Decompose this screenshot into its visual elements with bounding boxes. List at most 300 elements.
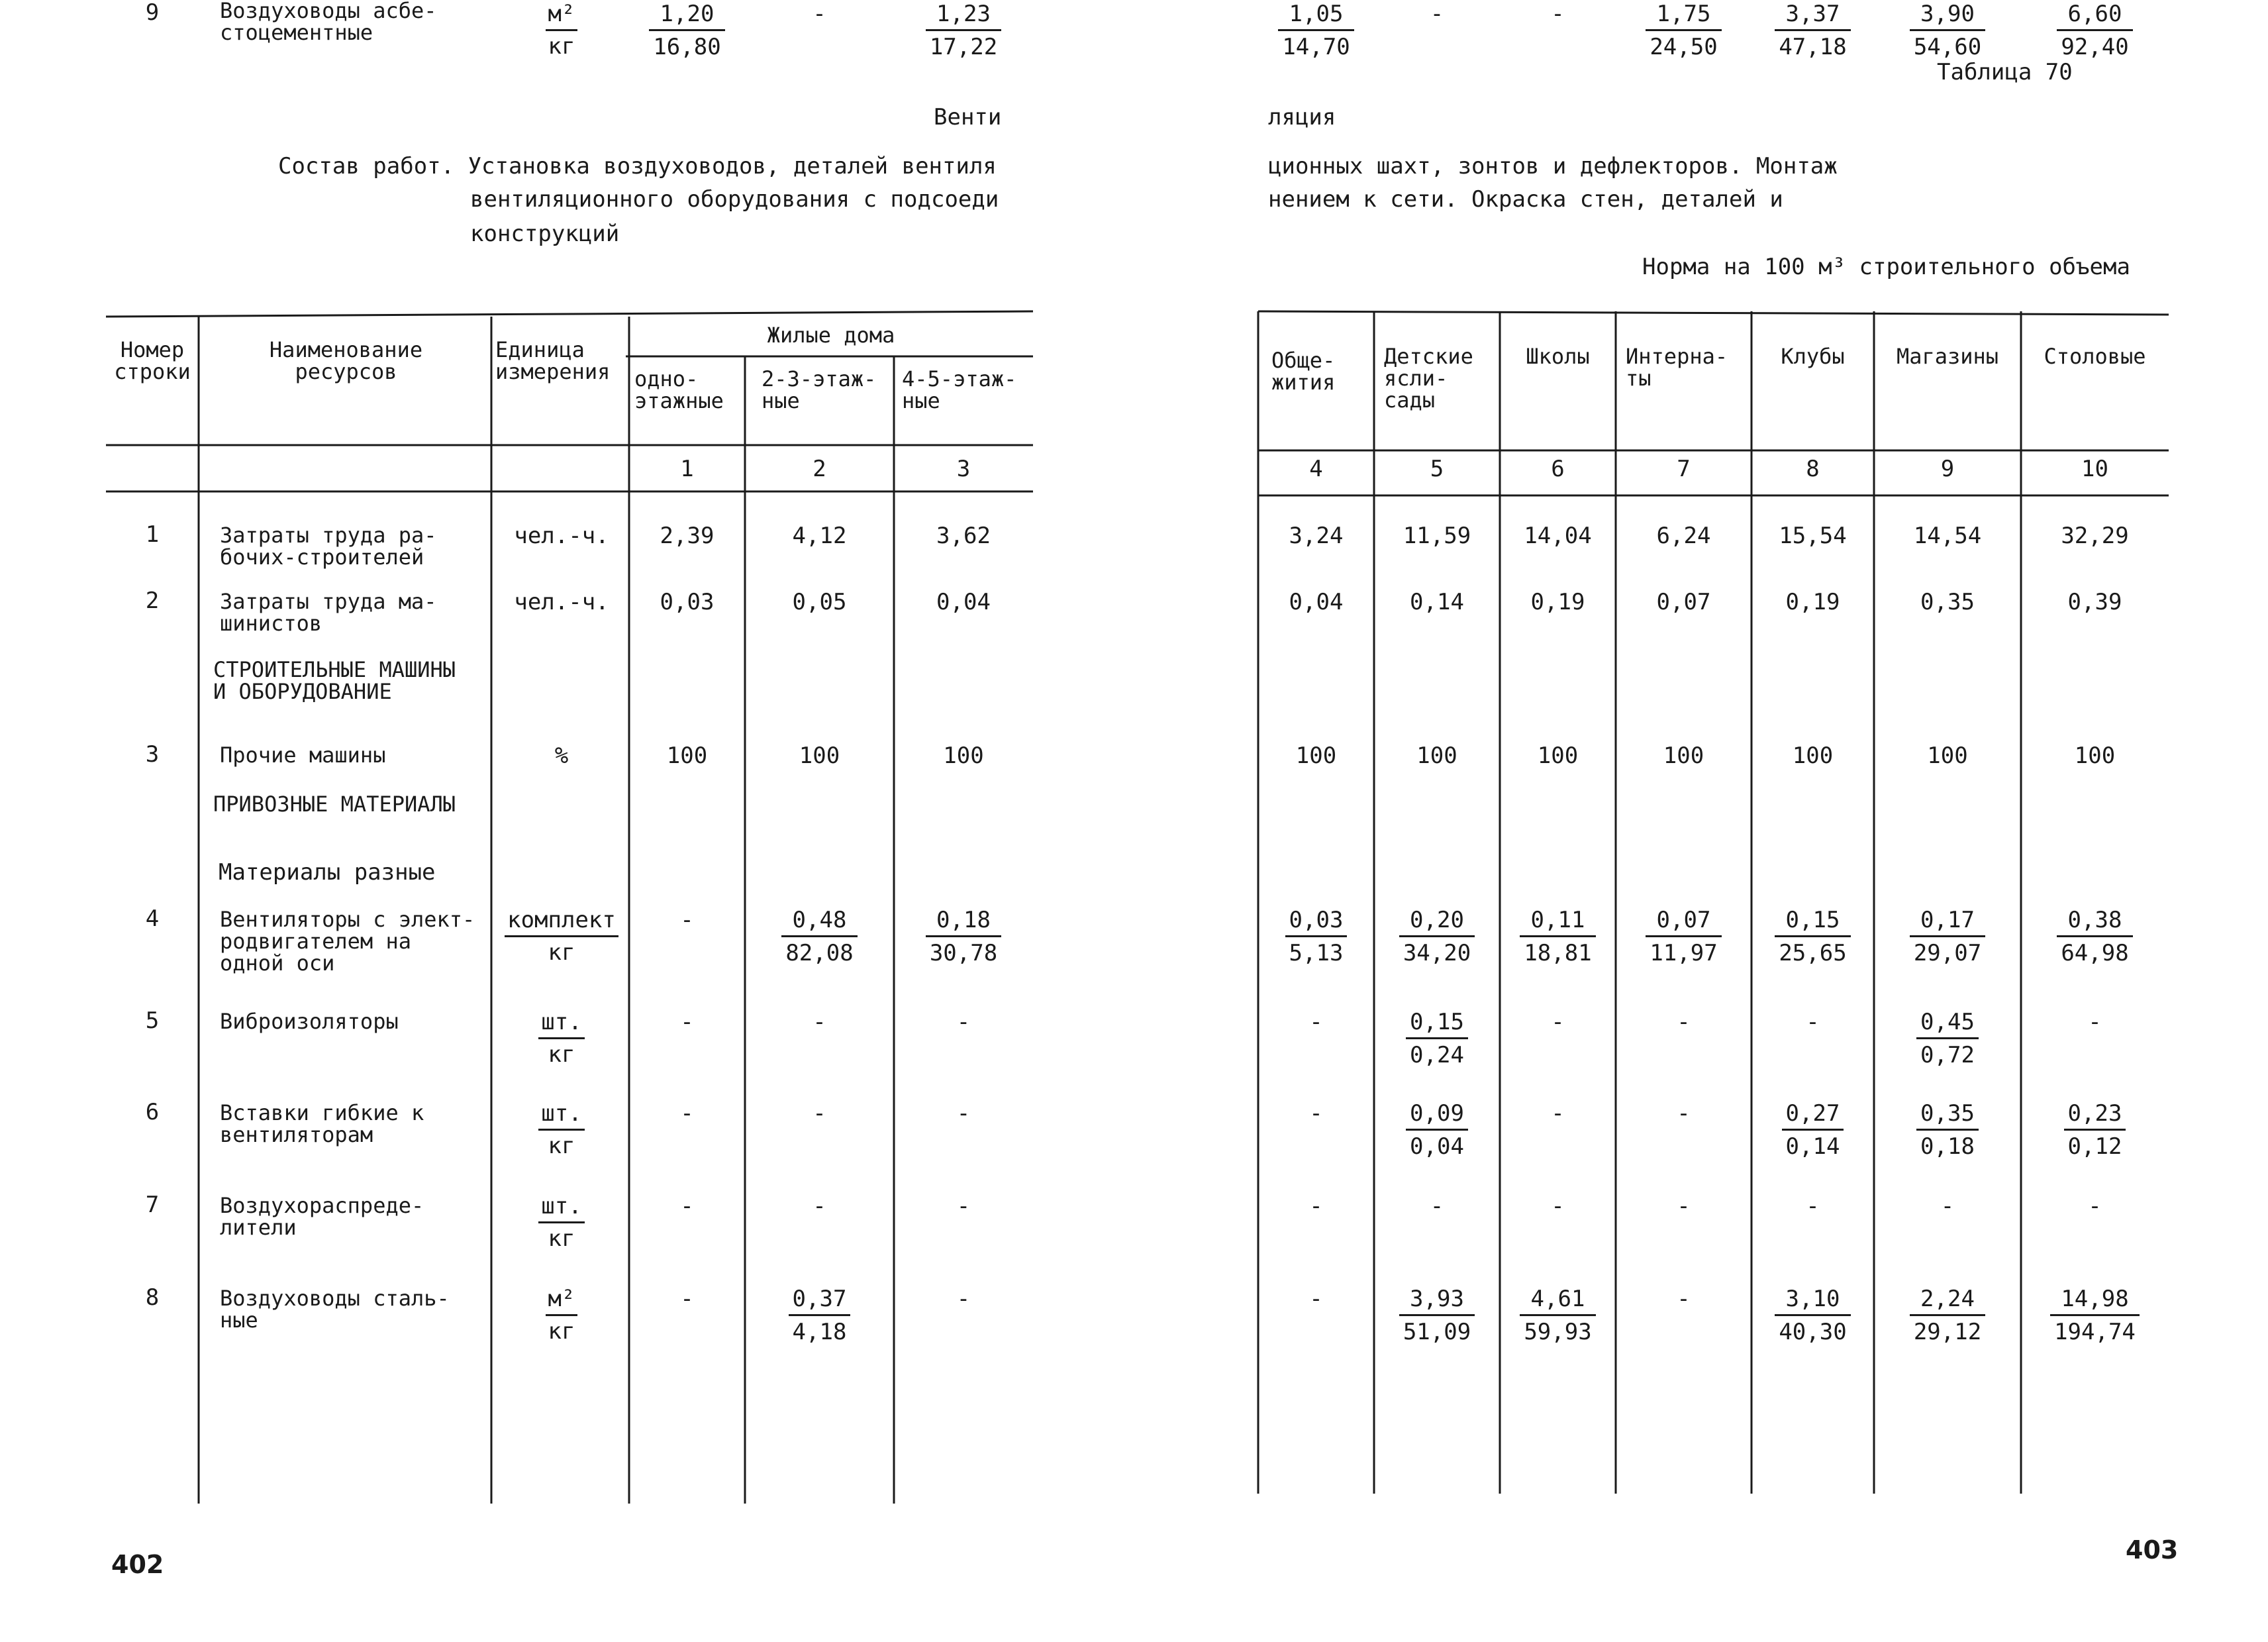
value-text: - bbox=[956, 1100, 971, 1127]
value-cell bbox=[1616, 906, 1751, 968]
unit-text: кг bbox=[548, 1133, 575, 1159]
unit-text: чел.-ч. bbox=[514, 589, 609, 615]
fraction-value bbox=[1520, 906, 1595, 968]
resource-name-line: Затраты труда ра- bbox=[220, 523, 437, 548]
value-cell bbox=[629, 1008, 745, 1036]
value-cell bbox=[1616, 1285, 1751, 1313]
numerator: 14,98 bbox=[2050, 1285, 2140, 1316]
numerator: 4,61 bbox=[1520, 1285, 1595, 1316]
value-cell bbox=[1258, 1100, 1374, 1127]
value-cell bbox=[894, 522, 1033, 550]
header-residential: Жилые дома bbox=[767, 323, 895, 348]
value-cell bbox=[1616, 1100, 1751, 1127]
value-text: - bbox=[1806, 1009, 1820, 1035]
value-cell bbox=[745, 0, 894, 28]
row-number: 3 bbox=[145, 741, 160, 768]
unit-cell bbox=[495, 522, 628, 550]
fraction-value bbox=[781, 906, 857, 968]
numerator: 3,10 bbox=[1775, 1285, 1850, 1316]
value-text: 100 bbox=[799, 743, 840, 769]
column-number: 1 bbox=[680, 456, 694, 482]
resource-name bbox=[220, 1288, 450, 1331]
value-text: - bbox=[1677, 1009, 1691, 1035]
resource-name-line: Воздухораспреде- bbox=[220, 1193, 424, 1218]
value-cell bbox=[1374, 742, 1500, 770]
value-cell bbox=[1258, 0, 1374, 62]
value-cell bbox=[894, 1100, 1033, 1127]
value-cell bbox=[629, 588, 745, 616]
value-cell bbox=[1616, 0, 1751, 62]
value-cell bbox=[1874, 522, 2021, 550]
composition-right-line-1: ционных шахт, зонтов и дефлекторов. Монтаж bbox=[1268, 153, 1838, 180]
value-text: - bbox=[1940, 1193, 1955, 1219]
value-cell bbox=[1751, 906, 1874, 968]
denominator: 194,74 bbox=[2054, 1319, 2136, 1345]
value-cell bbox=[2021, 588, 2169, 616]
composition-right-line-2: нением к сети. Окраска стен, деталей и bbox=[1268, 186, 1783, 213]
page-number-right: 403 bbox=[2126, 1535, 2179, 1565]
value-cell bbox=[1751, 1285, 1874, 1347]
value-cell bbox=[745, 1192, 894, 1220]
value-text: 100 bbox=[1416, 743, 1457, 769]
value-text: 0,39 bbox=[2067, 589, 2122, 615]
numerator: 0,17 bbox=[1910, 906, 1985, 937]
unit-text: комплект bbox=[505, 906, 618, 937]
numerator: 0,15 bbox=[1775, 906, 1850, 937]
resource-name-line: родвигателем на bbox=[220, 929, 411, 954]
denominator: 14,70 bbox=[1282, 34, 1350, 60]
unit-text: м² bbox=[546, 1285, 578, 1316]
title-right: ляция bbox=[1268, 104, 1336, 130]
value-cell bbox=[894, 588, 1033, 616]
value-text: 32,29 bbox=[2061, 523, 2129, 549]
value-cell bbox=[2021, 1008, 2169, 1036]
value-cell bbox=[629, 0, 745, 62]
section-heading bbox=[213, 794, 456, 815]
fraction-value bbox=[1910, 1285, 1985, 1347]
value-cell bbox=[1616, 1192, 1751, 1220]
numerator: 0,37 bbox=[789, 1285, 851, 1316]
value-cell bbox=[1500, 522, 1616, 550]
value-cell bbox=[629, 1192, 745, 1220]
value-cell bbox=[1874, 0, 2021, 62]
value-text: - bbox=[1806, 1193, 1820, 1219]
row-number: 9 bbox=[145, 0, 160, 26]
resource-name-line: вентиляторам bbox=[220, 1122, 373, 1147]
row-number: 1 bbox=[145, 521, 160, 548]
value-text: - bbox=[1551, 1100, 1565, 1127]
resource-name-line: Воздуховоды сталь- bbox=[220, 1286, 450, 1311]
resource-name-line: Вставки гибкие к bbox=[220, 1100, 424, 1125]
value-text: 11,59 bbox=[1403, 523, 1471, 549]
resource-name-line: Прочие машины bbox=[220, 743, 386, 768]
unit-cell bbox=[495, 1192, 628, 1253]
value-cell bbox=[2021, 1100, 2169, 1161]
fraction-value bbox=[1782, 1100, 1844, 1161]
fraction-value bbox=[1278, 0, 1354, 62]
title-left: Венти bbox=[934, 104, 1002, 130]
table-label: Таблица 70 bbox=[1937, 59, 2073, 85]
denominator: 0,24 bbox=[1410, 1042, 1464, 1068]
header-col-4: Обще- жития bbox=[1271, 348, 1336, 395]
denominator: 64,98 bbox=[2061, 940, 2129, 966]
numerator: 1,75 bbox=[1646, 0, 1721, 31]
denominator: 34,20 bbox=[1403, 940, 1471, 966]
composition-left-line-2: вентиляционного оборудования с подсоеди bbox=[470, 186, 999, 213]
value-text: 2,39 bbox=[660, 523, 715, 549]
value-cell bbox=[1500, 1100, 1616, 1127]
numerator: 0,20 bbox=[1399, 906, 1475, 937]
value-text: 14,04 bbox=[1524, 523, 1592, 549]
resource-name-line: Затраты труда ма- bbox=[220, 589, 437, 614]
value-cell bbox=[745, 742, 894, 770]
header-resource: Наименование ресурсов bbox=[269, 337, 423, 384]
unit-cell bbox=[495, 1008, 628, 1068]
numerator: 1,23 bbox=[926, 0, 1001, 31]
denominator: 0,18 bbox=[1920, 1133, 1975, 1160]
denominator: 18,81 bbox=[1524, 940, 1592, 966]
value-cell bbox=[745, 588, 894, 616]
numerator: 3,37 bbox=[1775, 0, 1850, 31]
resource-name-line: Вентиляторы с элект- bbox=[220, 907, 475, 932]
numerator: 3,90 bbox=[1910, 0, 1985, 31]
value-cell bbox=[745, 522, 894, 550]
fraction-value bbox=[1916, 1100, 1979, 1161]
value-cell bbox=[1500, 906, 1616, 968]
value-cell bbox=[1258, 906, 1374, 968]
value-text: - bbox=[1677, 1100, 1691, 1127]
numerator: 0,27 bbox=[1782, 1100, 1844, 1131]
value-text: - bbox=[1551, 1009, 1565, 1035]
value-cell bbox=[1500, 742, 1616, 770]
numerator: 0,03 bbox=[1285, 906, 1348, 937]
fraction-value bbox=[649, 0, 724, 62]
unit-cell bbox=[495, 588, 628, 616]
value-cell bbox=[1258, 742, 1374, 770]
value-text: 14,54 bbox=[1913, 523, 1982, 549]
value-cell bbox=[1374, 1008, 1500, 1070]
value-text: - bbox=[1677, 1286, 1691, 1312]
value-text: 3,62 bbox=[936, 523, 991, 549]
value-cell bbox=[1500, 588, 1616, 616]
section-heading-line: ПРИВОЗНЫЕ МАТЕРИАЛЫ bbox=[213, 792, 456, 817]
value-cell bbox=[1374, 522, 1500, 550]
value-cell bbox=[894, 1192, 1033, 1220]
value-cell bbox=[1258, 1285, 1374, 1313]
denominator: 92,40 bbox=[2061, 34, 2129, 60]
value-text: - bbox=[1309, 1286, 1323, 1312]
value-text: - bbox=[1551, 1193, 1565, 1219]
value-text: 0,04 bbox=[1289, 589, 1344, 615]
value-cell bbox=[1374, 1100, 1500, 1161]
value-cell bbox=[1751, 588, 1874, 616]
header-unit: Единица измерения bbox=[495, 337, 611, 384]
resource-name bbox=[220, 525, 437, 568]
denominator: 59,93 bbox=[1524, 1319, 1592, 1345]
denominator: 29,12 bbox=[1913, 1319, 1982, 1345]
resource-name-line: Воздуховоды асбе- bbox=[220, 0, 437, 23]
value-cell bbox=[894, 1285, 1033, 1313]
value-text: 100 bbox=[943, 743, 984, 769]
header-row-no: Номер строки bbox=[114, 337, 191, 384]
denominator: 17,22 bbox=[929, 34, 998, 60]
value-text: - bbox=[1430, 1, 1444, 27]
header-col-6: Школы bbox=[1526, 344, 1590, 369]
fraction-value bbox=[1910, 906, 1985, 968]
value-cell bbox=[745, 1285, 894, 1347]
fraction-value bbox=[1775, 906, 1850, 968]
value-text: - bbox=[956, 1286, 971, 1312]
value-text: - bbox=[1309, 1009, 1323, 1035]
value-text: - bbox=[2088, 1193, 2102, 1219]
value-cell bbox=[2021, 0, 2169, 62]
value-text: 15,54 bbox=[1779, 523, 1847, 549]
value-cell bbox=[1258, 1008, 1374, 1036]
value-cell bbox=[629, 522, 745, 550]
unit-text: шт. bbox=[538, 1100, 584, 1131]
value-text: - bbox=[956, 1193, 971, 1219]
unit-text: % bbox=[554, 743, 569, 769]
value-text: - bbox=[1430, 1193, 1444, 1219]
value-text: 100 bbox=[2074, 743, 2116, 769]
composition-left-line-3: конструкций bbox=[470, 221, 620, 247]
value-cell bbox=[1258, 522, 1374, 550]
value-text: 0,19 bbox=[1530, 589, 1585, 615]
value-cell bbox=[1751, 1192, 1874, 1220]
denominator: 5,13 bbox=[1289, 940, 1344, 966]
value-cell bbox=[894, 742, 1033, 770]
numerator: 0,35 bbox=[1916, 1100, 1979, 1131]
value-cell bbox=[1874, 1285, 2021, 1347]
value-text: - bbox=[2088, 1009, 2102, 1035]
denominator: 16,80 bbox=[653, 34, 721, 60]
denominator: 40,30 bbox=[1779, 1319, 1847, 1345]
fraction-value bbox=[1399, 1285, 1475, 1347]
value-cell bbox=[1751, 0, 1874, 62]
numerator: 1,05 bbox=[1278, 0, 1354, 31]
resource-name bbox=[220, 1195, 424, 1239]
value-cell bbox=[2021, 522, 2169, 550]
denominator: 0,14 bbox=[1785, 1133, 1840, 1160]
fraction-value bbox=[2050, 1285, 2140, 1347]
unit-text: кг bbox=[548, 1318, 575, 1345]
value-text: 100 bbox=[1663, 743, 1704, 769]
resource-name bbox=[220, 1102, 424, 1146]
subsection-heading: Материалы разные bbox=[219, 859, 436, 886]
denominator: 0,12 bbox=[2067, 1133, 2122, 1160]
numerator: 2,24 bbox=[1910, 1285, 1985, 1316]
numerator: 6,60 bbox=[2057, 0, 2132, 31]
value-cell bbox=[1374, 906, 1500, 968]
value-cell bbox=[894, 0, 1033, 62]
value-cell bbox=[2021, 1192, 2169, 1220]
value-cell bbox=[1874, 588, 2021, 616]
column-number: 9 bbox=[1940, 456, 1955, 482]
value-cell bbox=[1500, 1285, 1616, 1347]
header-col-5: Детские ясли- сады bbox=[1384, 344, 1473, 413]
unit-cell bbox=[495, 1100, 628, 1160]
column-number: 4 bbox=[1309, 456, 1323, 482]
section-heading-line: И ОБОРУДОВАНИЕ bbox=[213, 679, 392, 704]
value-text: - bbox=[1309, 1193, 1323, 1219]
unit-cell bbox=[495, 906, 628, 966]
value-cell bbox=[1616, 742, 1751, 770]
resource-name-line: Виброизоляторы bbox=[220, 1009, 399, 1034]
value-text: - bbox=[813, 1009, 826, 1035]
denominator: 51,09 bbox=[1403, 1319, 1471, 1345]
row-number: 8 bbox=[145, 1284, 160, 1311]
fraction-value bbox=[1646, 0, 1721, 62]
numerator: 3,93 bbox=[1399, 1285, 1475, 1316]
denominator: 4,18 bbox=[792, 1319, 847, 1345]
column-number: 3 bbox=[956, 456, 971, 482]
resource-name-line: ные bbox=[220, 1308, 258, 1333]
resource-name-line: шинистов bbox=[220, 611, 322, 636]
value-cell bbox=[1874, 1192, 2021, 1220]
numerator: 0,07 bbox=[1646, 906, 1721, 937]
numerator: 0,09 bbox=[1406, 1100, 1468, 1131]
value-text: - bbox=[813, 1100, 826, 1127]
unit-cell bbox=[495, 1285, 628, 1345]
numerator: 0,18 bbox=[926, 906, 1001, 937]
value-text: 4,12 bbox=[792, 523, 847, 549]
fraction-value bbox=[1399, 906, 1475, 968]
numerator: 0,48 bbox=[781, 906, 857, 937]
norm-note: Норма на 100 м³ строительного объема bbox=[1642, 254, 2130, 280]
numerator: 0,38 bbox=[2057, 906, 2132, 937]
row-number: 2 bbox=[145, 588, 160, 614]
numerator: 0,15 bbox=[1406, 1008, 1468, 1039]
value-text: - bbox=[813, 1, 826, 27]
resource-name-line: бочих-строителей bbox=[220, 544, 424, 570]
denominator: 0,04 bbox=[1410, 1133, 1464, 1160]
denominator: 54,60 bbox=[1913, 34, 1982, 60]
fraction-value bbox=[1910, 0, 1985, 62]
column-number: 6 bbox=[1551, 456, 1565, 482]
value-text: 0,35 bbox=[1920, 589, 1975, 615]
value-text: - bbox=[956, 1009, 971, 1035]
value-cell bbox=[1751, 1100, 1874, 1161]
resource-name-line: одной оси bbox=[220, 950, 335, 976]
value-text: 6,24 bbox=[1656, 523, 1711, 549]
value-text: 0,07 bbox=[1656, 589, 1711, 615]
fraction-value bbox=[2057, 906, 2132, 968]
denominator: 11,97 bbox=[1650, 940, 1718, 966]
value-cell bbox=[1874, 1100, 2021, 1161]
value-cell bbox=[894, 1008, 1033, 1036]
unit-text: кг bbox=[548, 939, 575, 966]
value-text: 100 bbox=[1792, 743, 1834, 769]
row-number: 6 bbox=[145, 1099, 160, 1125]
value-cell bbox=[1751, 1008, 1874, 1036]
value-cell bbox=[629, 906, 745, 934]
value-cell bbox=[1500, 1008, 1616, 1036]
value-cell bbox=[894, 906, 1033, 968]
unit-text: кг bbox=[548, 1041, 575, 1068]
value-cell bbox=[629, 1100, 745, 1127]
column-number: 5 bbox=[1430, 456, 1444, 482]
unit-text: шт. bbox=[538, 1008, 584, 1039]
composition-left-line-1: Состав работ. Установка воздуховодов, деталей вентиля bbox=[278, 153, 997, 180]
resource-name bbox=[220, 0, 437, 44]
resource-name-line: стоцементные bbox=[220, 20, 373, 45]
denominator: 0,72 bbox=[1920, 1042, 1975, 1068]
fraction-value bbox=[926, 906, 1001, 968]
header-col-8: Клубы bbox=[1781, 344, 1845, 369]
value-cell bbox=[745, 1008, 894, 1036]
fraction-value bbox=[1775, 1285, 1850, 1347]
fraction-value bbox=[789, 1285, 851, 1347]
value-cell bbox=[1874, 906, 2021, 968]
value-text: 100 bbox=[666, 743, 708, 769]
header-col-9: Магазины bbox=[1896, 344, 1999, 369]
column-number: 7 bbox=[1677, 456, 1691, 482]
value-cell bbox=[1258, 1192, 1374, 1220]
value-cell bbox=[1874, 1008, 2021, 1070]
denominator: 25,65 bbox=[1779, 940, 1847, 966]
denominator: 30,78 bbox=[929, 940, 998, 966]
value-cell bbox=[1874, 742, 2021, 770]
fraction-value bbox=[1406, 1100, 1468, 1161]
denominator: 47,18 bbox=[1779, 34, 1847, 60]
value-cell bbox=[1374, 1192, 1500, 1220]
value-cell bbox=[1500, 1192, 1616, 1220]
value-cell bbox=[1751, 742, 1874, 770]
header-col-1: одно- этажные bbox=[634, 366, 724, 413]
value-cell bbox=[2021, 906, 2169, 968]
value-text: 0,19 bbox=[1785, 589, 1840, 615]
fraction-value bbox=[1406, 1008, 1468, 1070]
value-cell bbox=[1374, 588, 1500, 616]
fraction-value bbox=[926, 0, 1001, 62]
column-number: 8 bbox=[1806, 456, 1820, 482]
value-text: 0,14 bbox=[1410, 589, 1464, 615]
fraction-value bbox=[1285, 906, 1348, 968]
value-cell bbox=[1616, 1008, 1751, 1036]
row-number: 7 bbox=[145, 1192, 160, 1218]
denominator: 29,07 bbox=[1913, 940, 1982, 966]
value-text: - bbox=[813, 1193, 826, 1219]
value-text: 0,03 bbox=[660, 589, 715, 615]
value-cell bbox=[629, 1285, 745, 1313]
value-text: 100 bbox=[1295, 743, 1337, 769]
resource-name bbox=[220, 591, 437, 635]
value-text: - bbox=[680, 1193, 694, 1219]
denominator: 82,08 bbox=[785, 940, 854, 966]
header-col-2: 2-3-этаж- ные bbox=[762, 366, 877, 413]
header-col-3: 4-5-этаж- ные bbox=[902, 366, 1017, 413]
fraction-value bbox=[1520, 1285, 1595, 1347]
numerator: 0,23 bbox=[2064, 1100, 2126, 1131]
unit-cell bbox=[495, 0, 628, 60]
numerator: 1,20 bbox=[649, 0, 724, 31]
value-cell bbox=[629, 742, 745, 770]
value-cell bbox=[1374, 0, 1500, 28]
value-cell bbox=[2021, 742, 2169, 770]
value-cell bbox=[745, 1100, 894, 1127]
value-cell bbox=[745, 906, 894, 968]
resource-name bbox=[220, 744, 385, 766]
numerator: 0,11 bbox=[1520, 906, 1595, 937]
value-cell bbox=[1374, 1285, 1500, 1347]
unit-text: м² bbox=[546, 0, 578, 31]
value-cell bbox=[1500, 0, 1616, 28]
value-text: - bbox=[1309, 1100, 1323, 1127]
column-number: 10 bbox=[2081, 456, 2108, 482]
unit-text: кг bbox=[548, 1225, 575, 1252]
unit-cell bbox=[495, 742, 628, 770]
section-heading-line: СТРОИТЕЛЬНЫЕ МАШИНЫ bbox=[213, 657, 456, 682]
